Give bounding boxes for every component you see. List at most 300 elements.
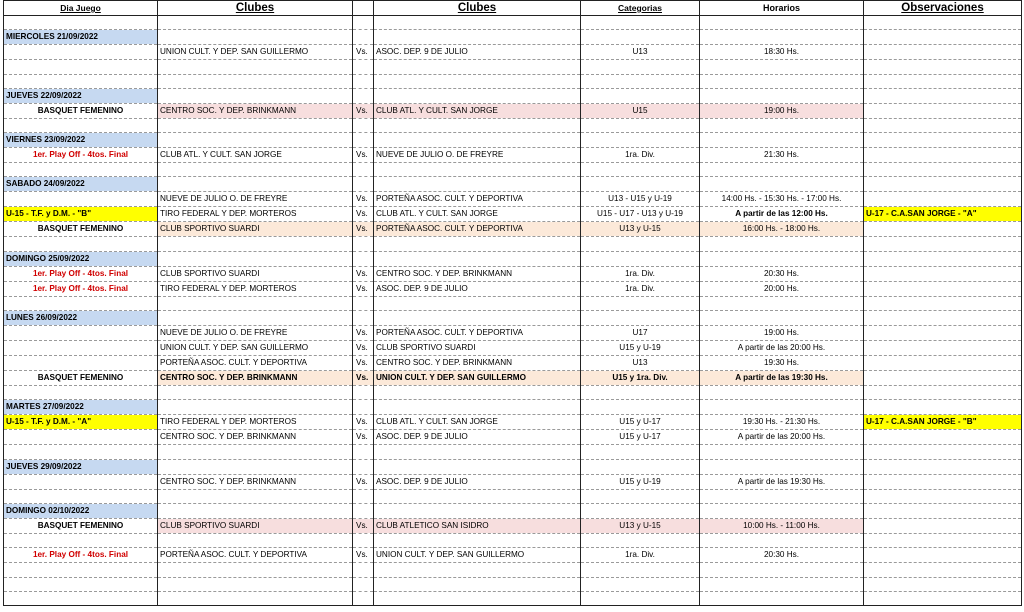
empty-cell <box>158 459 353 474</box>
empty-cell <box>700 16 864 30</box>
home-club: CLUB SPORTIVO SUARDI <box>158 222 353 237</box>
vs-label: Vs. <box>353 341 374 356</box>
match-row <box>4 207 1022 222</box>
empty-cell <box>374 163 581 177</box>
empty-cell <box>374 489 581 503</box>
away-club: CENTRO SOC. Y DEP. BRINKMANN <box>374 266 581 281</box>
empty-cell <box>4 296 158 310</box>
empty-cell <box>374 30 581 45</box>
day-header-row <box>4 311 1022 326</box>
match-time: A partir de las 19:30 Hs. <box>700 371 864 386</box>
vs-label: Vs. <box>353 266 374 281</box>
away-club: ASOC. DEP. 9 DE JULIO <box>374 430 581 445</box>
header-row <box>4 1 1022 16</box>
day-label: MIERCOLES 21/09/2022 <box>4 30 158 45</box>
blank-row <box>4 533 1022 547</box>
category: U13 <box>581 356 700 371</box>
match-time: 19:00 Hs. <box>700 326 864 341</box>
empty-cell <box>374 251 581 266</box>
empty-cell <box>158 563 353 577</box>
day-label: DOMINGO 25/09/2022 <box>4 251 158 266</box>
header-clubes-home: Clubes <box>158 1 353 16</box>
category: U13 y U-15 <box>581 222 700 237</box>
empty-cell <box>700 533 864 547</box>
empty-cell <box>4 118 158 132</box>
empty-cell <box>374 177 581 192</box>
empty-cell <box>864 311 1022 326</box>
empty-cell <box>864 177 1022 192</box>
empty-cell <box>700 296 864 310</box>
match-tag: 1er. Play Off - 4tos. Final <box>4 148 158 163</box>
empty-cell <box>374 88 581 103</box>
empty-cell <box>353 251 374 266</box>
match-time: A partir de las 12:00 Hs. <box>700 207 864 222</box>
empty-cell <box>4 591 158 605</box>
header-observaciones: Observaciones <box>864 1 1022 16</box>
empty-cell <box>353 503 374 518</box>
category: U15 y U-17 <box>581 415 700 430</box>
empty-cell <box>4 386 158 400</box>
empty-cell <box>374 563 581 577</box>
empty-cell <box>158 591 353 605</box>
observation <box>864 45 1022 60</box>
home-club: CENTRO SOC. Y DEP. BRINKMANN <box>158 430 353 445</box>
vs-label: Vs. <box>353 192 374 207</box>
match-time: 18:30 Hs. <box>700 45 864 60</box>
header-horarios: Horarios <box>700 1 864 16</box>
empty-cell <box>353 30 374 45</box>
observation <box>864 326 1022 341</box>
empty-cell <box>353 133 374 148</box>
home-club: CLUB SPORTIVO SUARDI <box>158 266 353 281</box>
observation <box>864 281 1022 296</box>
empty-cell <box>353 489 374 503</box>
empty-cell <box>374 577 581 591</box>
observation <box>864 518 1022 533</box>
home-club: PORTEÑA ASOC. CULT. Y DEPORTIVA <box>158 356 353 371</box>
observation <box>864 548 1022 563</box>
away-club: NUEVE DE JULIO O. DE FREYRE <box>374 148 581 163</box>
empty-cell <box>158 489 353 503</box>
empty-cell <box>374 60 581 74</box>
observation <box>864 222 1022 237</box>
blank-row <box>4 16 1022 30</box>
match-time: A partir de las 19:30 Hs. <box>700 474 864 489</box>
match-tag: 1er. Play Off - 4tos. Final <box>4 548 158 563</box>
match-time: 16:00 Hs. - 18:00 Hs. <box>700 222 864 237</box>
empty-cell <box>353 533 374 547</box>
away-club: CLUB ATL. Y CULT. SAN JORGE <box>374 103 581 118</box>
blank-row <box>4 563 1022 577</box>
empty-cell <box>700 591 864 605</box>
match-time: 20:30 Hs. <box>700 266 864 281</box>
match-tag <box>4 326 158 341</box>
day-label: MARTES 27/09/2022 <box>4 400 158 415</box>
empty-cell <box>4 16 158 30</box>
empty-cell <box>374 133 581 148</box>
empty-cell <box>4 489 158 503</box>
empty-cell <box>581 503 700 518</box>
match-tag: BASQUET FEMENINO <box>4 103 158 118</box>
observation: U-17 - C.A.SAN JORGE - "B" <box>864 415 1022 430</box>
observation <box>864 371 1022 386</box>
vs-label: Vs. <box>353 103 374 118</box>
empty-cell <box>700 30 864 45</box>
day-label: JUEVES 29/09/2022 <box>4 459 158 474</box>
match-tag <box>4 430 158 445</box>
empty-cell <box>700 503 864 518</box>
empty-cell <box>353 163 374 177</box>
empty-cell <box>581 133 700 148</box>
empty-cell <box>864 459 1022 474</box>
match-row <box>4 266 1022 281</box>
category: U13 - U15 y U-19 <box>581 192 700 207</box>
empty-cell <box>864 74 1022 88</box>
empty-cell <box>353 591 374 605</box>
away-club: UNION CULT. Y DEP. SAN GUILLERMO <box>374 371 581 386</box>
empty-cell <box>353 311 374 326</box>
empty-cell <box>4 237 158 251</box>
observation <box>864 341 1022 356</box>
match-time: 14:00 Hs. - 15:30 Hs. - 17:00 Hs. <box>700 192 864 207</box>
home-club: TIRO FEDERAL Y DEP. MORTEROS <box>158 415 353 430</box>
empty-cell <box>374 591 581 605</box>
empty-cell <box>374 118 581 132</box>
category: U15 <box>581 103 700 118</box>
away-club: PORTEÑA ASOC. CULT. Y DEPORTIVA <box>374 222 581 237</box>
vs-label: Vs. <box>353 326 374 341</box>
empty-cell <box>581 16 700 30</box>
vs-label: Vs. <box>353 148 374 163</box>
empty-cell <box>864 386 1022 400</box>
empty-cell <box>374 445 581 459</box>
empty-cell <box>158 74 353 88</box>
empty-cell <box>700 88 864 103</box>
match-row <box>4 371 1022 386</box>
match-row <box>4 548 1022 563</box>
empty-cell <box>353 88 374 103</box>
empty-cell <box>700 60 864 74</box>
match-time: 19:00 Hs. <box>700 103 864 118</box>
vs-label: Vs. <box>353 548 374 563</box>
schedule-body <box>4 16 1022 606</box>
empty-cell <box>158 88 353 103</box>
empty-cell <box>158 445 353 459</box>
empty-cell <box>700 133 864 148</box>
empty-cell <box>158 311 353 326</box>
empty-cell <box>700 400 864 415</box>
blank-row <box>4 577 1022 591</box>
fixture-sheet <box>3 0 1021 606</box>
empty-cell <box>158 577 353 591</box>
match-tag: BASQUET FEMENINO <box>4 371 158 386</box>
category: 1ra. Div. <box>581 266 700 281</box>
home-club: CENTRO SOC. Y DEP. BRINKMANN <box>158 371 353 386</box>
blank-row <box>4 237 1022 251</box>
empty-cell <box>158 60 353 74</box>
match-tag: 1er. Play Off - 4tos. Final <box>4 266 158 281</box>
match-row <box>4 341 1022 356</box>
away-club: ASOC. DEP. 9 DE JULIO <box>374 281 581 296</box>
home-club: TIRO FEDERAL Y DEP. MORTEROS <box>158 207 353 222</box>
empty-cell <box>581 163 700 177</box>
empty-cell <box>353 386 374 400</box>
empty-cell <box>864 533 1022 547</box>
empty-cell <box>864 30 1022 45</box>
category: 1ra. Div. <box>581 281 700 296</box>
blank-row <box>4 118 1022 132</box>
empty-cell <box>158 237 353 251</box>
home-club: CLUB SPORTIVO SUARDI <box>158 518 353 533</box>
empty-cell <box>158 251 353 266</box>
day-label: SABADO 24/09/2022 <box>4 177 158 192</box>
day-header-row <box>4 400 1022 415</box>
home-club: CENTRO SOC. Y DEP. BRINKMANN <box>158 103 353 118</box>
empty-cell <box>864 591 1022 605</box>
day-header-row <box>4 133 1022 148</box>
observation <box>864 103 1022 118</box>
empty-cell <box>353 177 374 192</box>
day-label: JUEVES 22/09/2022 <box>4 88 158 103</box>
empty-cell <box>581 177 700 192</box>
blank-row <box>4 296 1022 310</box>
empty-cell <box>700 386 864 400</box>
empty-cell <box>353 400 374 415</box>
empty-cell <box>581 60 700 74</box>
match-row <box>4 192 1022 207</box>
match-time: A partir de las 20:00 Hs. <box>700 430 864 445</box>
empty-cell <box>864 16 1022 30</box>
day-header-row <box>4 30 1022 45</box>
home-club: TIRO FEDERAL Y DEP. MORTEROS <box>158 281 353 296</box>
empty-cell <box>158 503 353 518</box>
vs-label: Vs. <box>353 222 374 237</box>
empty-cell <box>158 177 353 192</box>
empty-cell <box>581 386 700 400</box>
empty-cell <box>158 16 353 30</box>
away-club: CLUB ATLETICO SAN ISIDRO <box>374 518 581 533</box>
blank-row <box>4 591 1022 605</box>
blank-row <box>4 445 1022 459</box>
empty-cell <box>353 296 374 310</box>
away-club: CLUB SPORTIVO SUARDI <box>374 341 581 356</box>
match-row <box>4 518 1022 533</box>
blank-row <box>4 386 1022 400</box>
empty-cell <box>864 577 1022 591</box>
observation <box>864 266 1022 281</box>
empty-cell <box>374 296 581 310</box>
empty-cell <box>374 386 581 400</box>
home-club: NUEVE DE JULIO O. DE FREYRE <box>158 326 353 341</box>
day-header-row <box>4 88 1022 103</box>
day-header-row <box>4 177 1022 192</box>
blank-row <box>4 74 1022 88</box>
empty-cell <box>158 163 353 177</box>
away-club: PORTEÑA ASOC. CULT. Y DEPORTIVA <box>374 192 581 207</box>
empty-cell <box>581 118 700 132</box>
empty-cell <box>864 503 1022 518</box>
empty-cell <box>581 533 700 547</box>
empty-cell <box>700 118 864 132</box>
category: U15 y U-19 <box>581 474 700 489</box>
blank-row <box>4 163 1022 177</box>
match-row <box>4 430 1022 445</box>
empty-cell <box>374 311 581 326</box>
day-label: VIERNES 23/09/2022 <box>4 133 158 148</box>
empty-cell <box>864 445 1022 459</box>
match-tag: BASQUET FEMENINO <box>4 518 158 533</box>
empty-cell <box>158 296 353 310</box>
empty-cell <box>353 16 374 30</box>
match-tag <box>4 356 158 371</box>
match-row <box>4 356 1022 371</box>
away-club: ASOC. DEP. 9 DE JULIO <box>374 474 581 489</box>
empty-cell <box>158 30 353 45</box>
match-tag: BASQUET FEMENINO <box>4 222 158 237</box>
empty-cell <box>700 577 864 591</box>
category: U15 y U-17 <box>581 430 700 445</box>
day-label: LUNES 26/09/2022 <box>4 311 158 326</box>
match-time: 19:30 Hs. - 21:30 Hs. <box>700 415 864 430</box>
away-club: CENTRO SOC. Y DEP. BRINKMANN <box>374 356 581 371</box>
home-club: UNION CULT. Y DEP. SAN GUILLERMO <box>158 45 353 60</box>
match-row <box>4 148 1022 163</box>
empty-cell <box>581 251 700 266</box>
empty-cell <box>353 118 374 132</box>
day-header-row <box>4 251 1022 266</box>
empty-cell <box>700 563 864 577</box>
observation <box>864 148 1022 163</box>
empty-cell <box>374 74 581 88</box>
empty-cell <box>4 163 158 177</box>
day-header-row <box>4 459 1022 474</box>
empty-cell <box>864 296 1022 310</box>
vs-label: Vs. <box>353 474 374 489</box>
empty-cell <box>353 445 374 459</box>
vs-label: Vs. <box>353 281 374 296</box>
match-tag: 1er. Play Off - 4tos. Final <box>4 281 158 296</box>
header-vs-spacer <box>353 1 374 16</box>
empty-cell <box>4 577 158 591</box>
match-row <box>4 222 1022 237</box>
away-club: PORTEÑA ASOC. CULT. Y DEPORTIVA <box>374 326 581 341</box>
empty-cell <box>864 400 1022 415</box>
empty-cell <box>581 459 700 474</box>
match-row <box>4 326 1022 341</box>
empty-cell <box>374 400 581 415</box>
category: 1ra. Div. <box>581 148 700 163</box>
empty-cell <box>353 563 374 577</box>
match-time: 20:00 Hs. <box>700 281 864 296</box>
observation: U-17 - C.A.SAN JORGE - "A" <box>864 207 1022 222</box>
empty-cell <box>581 30 700 45</box>
empty-cell <box>864 60 1022 74</box>
home-club: NUEVE DE JULIO O. DE FREYRE <box>158 192 353 207</box>
empty-cell <box>158 386 353 400</box>
category: U13 <box>581 45 700 60</box>
match-row <box>4 415 1022 430</box>
empty-cell <box>581 577 700 591</box>
empty-cell <box>374 237 581 251</box>
empty-cell <box>700 311 864 326</box>
day-header-row <box>4 503 1022 518</box>
empty-cell <box>581 74 700 88</box>
blank-row <box>4 489 1022 503</box>
vs-label: Vs. <box>353 207 374 222</box>
category: U15 y U-19 <box>581 341 700 356</box>
empty-cell <box>864 88 1022 103</box>
away-club: CLUB ATL. Y CULT. SAN JORGE <box>374 207 581 222</box>
empty-cell <box>353 577 374 591</box>
match-tag: U-15 - T.F. y D.M. - "B" <box>4 207 158 222</box>
category: U13 y U-15 <box>581 518 700 533</box>
empty-cell <box>353 74 374 88</box>
empty-cell <box>581 237 700 251</box>
away-club: CLUB ATL. Y CULT. SAN JORGE <box>374 415 581 430</box>
match-time: 20:30 Hs. <box>700 548 864 563</box>
match-row <box>4 103 1022 118</box>
match-time: 19:30 Hs. <box>700 356 864 371</box>
empty-cell <box>374 459 581 474</box>
match-time: A partir de las 20:00 Hs. <box>700 341 864 356</box>
category: 1ra. Div. <box>581 548 700 563</box>
empty-cell <box>581 563 700 577</box>
empty-cell <box>700 445 864 459</box>
empty-cell <box>700 489 864 503</box>
empty-cell <box>353 60 374 74</box>
match-tag <box>4 341 158 356</box>
category: U15 y 1ra. Div. <box>581 371 700 386</box>
empty-cell <box>864 163 1022 177</box>
observation <box>864 474 1022 489</box>
empty-cell <box>581 489 700 503</box>
match-tag <box>4 474 158 489</box>
empty-cell <box>158 133 353 148</box>
observation <box>864 356 1022 371</box>
match-tag: U-15 - T.F. y D.M. - "A" <box>4 415 158 430</box>
category: U15 - U17 - U13 y U-19 <box>581 207 700 222</box>
empty-cell <box>374 533 581 547</box>
day-label: DOMINGO 02/10/2022 <box>4 503 158 518</box>
empty-cell <box>864 563 1022 577</box>
match-row <box>4 281 1022 296</box>
empty-cell <box>700 74 864 88</box>
vs-label: Vs. <box>353 356 374 371</box>
vs-label: Vs. <box>353 430 374 445</box>
empty-cell <box>581 311 700 326</box>
empty-cell <box>581 88 700 103</box>
empty-cell <box>864 251 1022 266</box>
match-row <box>4 474 1022 489</box>
empty-cell <box>700 459 864 474</box>
empty-cell <box>4 533 158 547</box>
empty-cell <box>158 118 353 132</box>
empty-cell <box>353 459 374 474</box>
schedule-table <box>3 0 1022 606</box>
home-club: CENTRO SOC. Y DEP. BRINKMANN <box>158 474 353 489</box>
empty-cell <box>864 118 1022 132</box>
away-club: ASOC. DEP. 9 DE JULIO <box>374 45 581 60</box>
away-club: UNION CULT. Y DEP. SAN GUILLERMO <box>374 548 581 563</box>
home-club: CLUB ATL. Y CULT. SAN JORGE <box>158 148 353 163</box>
empty-cell <box>4 563 158 577</box>
empty-cell <box>374 503 581 518</box>
header-dia-juego: Dia Juego <box>4 1 158 16</box>
empty-cell <box>4 74 158 88</box>
home-club: PORTEÑA ASOC. CULT. Y DEPORTIVA <box>158 548 353 563</box>
empty-cell <box>700 177 864 192</box>
empty-cell <box>374 16 581 30</box>
